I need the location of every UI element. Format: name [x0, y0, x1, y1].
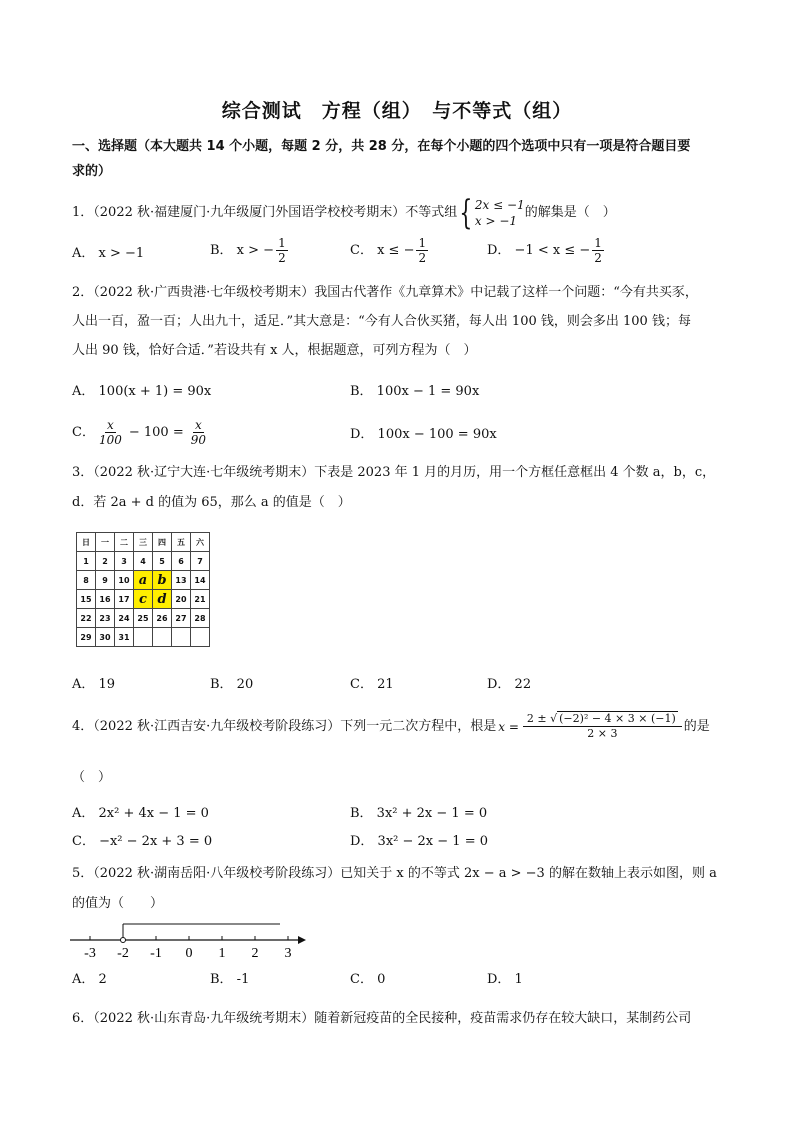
q2-option-d[interactable]: D． 100x − 100 = 90x	[350, 427, 497, 442]
q5-option-b[interactable]: B． -1	[210, 972, 250, 987]
q5-line1: 5．（2022 秋·湖南岳阳·八年级校考阶段练习）已知关于 x 的不等式 2x − a > −3 的解在数轴上表示如图，则 a	[72, 866, 717, 881]
q1-option-d-text: D． −1 < x ≤ −	[487, 242, 591, 258]
fraction-denominator: 90	[190, 433, 207, 447]
calendar-cell: 17	[115, 590, 134, 609]
q1-option-c[interactable]	[350, 236, 430, 265]
calendar-header: 日	[77, 533, 96, 552]
calendar-cell: 28	[191, 609, 210, 628]
fraction-denominator: 2	[278, 251, 286, 265]
calendar-cell: 24	[115, 609, 134, 628]
calendar-cell: 4	[134, 552, 153, 571]
q3-line1: 3．（2022 秋·辽宁大连·七年级统考期末）下表是 2023 年 1 月的月历，用一个方框任意框出 4 个数 a，b，c，	[72, 465, 716, 480]
calendar-cell: 14	[191, 571, 210, 590]
q6-line1: 6．（2022 秋·山东青岛·九年级统考期末）随着新冠疫苗的全民接种，疫苗需求仍存在较大缺口，某制药公司	[72, 1011, 692, 1026]
calendar-cell	[172, 628, 191, 647]
q3-line2: d．若 2a + d 的值为 65，那么 a 的值是（ ）	[72, 495, 351, 510]
q1-system	[475, 197, 525, 229]
q3-option-b[interactable]: B． 20	[210, 677, 254, 692]
q5-option-d[interactable]: D． 1	[487, 972, 523, 987]
q4-option-a[interactable]: A． 2x² + 4x − 1 = 0	[72, 806, 209, 821]
calendar-cell	[191, 628, 210, 647]
q1-option-d[interactable]	[487, 236, 606, 265]
fraction	[189, 418, 208, 447]
calendar-cell: 13	[172, 571, 191, 590]
formula-numerator	[523, 712, 682, 727]
q1-stem-end: 的解集是（ ）	[524, 205, 616, 220]
number-line-arrow	[298, 936, 306, 944]
formula-denominator: 2 × 3	[587, 727, 618, 740]
q4-paren: （ ）	[72, 770, 112, 785]
fraction-numerator: x	[194, 418, 202, 432]
q2-line2: 人出一百，盈一百；人出九十，适足．”其大意是：“今有人合伙买猪，每人出 100 钱，则会多出 100 钱；每	[72, 314, 691, 329]
fraction-denominator: 100	[98, 433, 122, 447]
calendar-table	[76, 532, 210, 647]
q4-formula-fraction	[523, 712, 682, 741]
q1-option-c-text: C． x ≤ −	[350, 242, 415, 258]
fraction	[97, 418, 124, 447]
q1-system-bottom: x > −1	[474, 214, 518, 228]
q2-option-b[interactable]: B． 100x − 1 = 90x	[350, 384, 480, 399]
calendar-header: 五	[172, 533, 191, 552]
fraction-denominator: 2	[418, 251, 427, 265]
formula-radicand: (−2)² − 4 × 3 × (−1)	[559, 712, 676, 725]
q3-option-c[interactable]: C． 21	[350, 677, 394, 692]
q1-stem-text: 1．（2022 秋·福建厦门·九年级厦门外国语学校校考期末）不等式组	[72, 205, 458, 220]
q2-option-c-mid: − 100 =	[128, 424, 184, 440]
section-header-line1: 一、选择题（本大题共 14 个小题，每题 2 分，共 28 分，在每个小题的四个选项中只有一项是符合题目要	[72, 139, 691, 154]
calendar-cell: 27	[172, 609, 191, 628]
calendar-header: 四	[153, 533, 172, 552]
calendar-cell	[134, 628, 153, 647]
fraction-denominator: 2	[594, 251, 602, 265]
calendar-cell: 23	[96, 609, 115, 628]
calendar-cell: 30	[96, 628, 115, 647]
calendar-cell: 9	[96, 571, 115, 590]
axis-tick-label: 1	[218, 946, 226, 961]
q4-option-d[interactable]: D． 3x² − 2x − 1 = 0	[350, 834, 488, 849]
calendar-header: 一	[96, 533, 115, 552]
q4-option-c[interactable]: C． −x² − 2x + 3 = 0	[72, 834, 213, 849]
q5-option-c[interactable]: C． 0	[350, 972, 386, 987]
calendar-cell: 6	[172, 552, 191, 571]
q4-option-b[interactable]: B． 3x² + 2x − 1 = 0	[350, 806, 488, 821]
q2-option-c-label: C．	[72, 424, 95, 440]
axis-tick-label: -1	[150, 946, 162, 961]
calendar-cell: 21	[191, 590, 210, 609]
calendar-cell: 16	[96, 590, 115, 609]
calendar-cell-highlight-c: c	[134, 590, 153, 609]
formula-plus-minus: 2 ±	[526, 712, 547, 725]
calendar-cell: 20	[172, 590, 191, 609]
fraction	[276, 236, 288, 265]
section-header-line2: 求的）	[72, 164, 112, 179]
fraction-numerator: x	[107, 418, 114, 432]
q2-line1: 2．（2022 秋·广西贵港·七年级校考期末）我国古代著作《九章算术》中记载了这样一个问题：“今有共买豕，	[72, 285, 698, 300]
calendar-cell: 7	[191, 552, 210, 571]
number-line	[70, 918, 310, 962]
calendar-cell: 5	[153, 552, 172, 571]
fraction	[416, 236, 428, 265]
calendar-cell: 1	[77, 552, 96, 571]
q2-option-a[interactable]: A． 100(x + 1) = 90x	[72, 384, 212, 399]
calendar-cell: 26	[153, 609, 172, 628]
calendar-header: 二	[115, 533, 134, 552]
calendar-cell: 31	[115, 628, 134, 647]
fraction-numerator: 1	[418, 236, 427, 250]
q2-option-c[interactable]	[72, 418, 210, 447]
q1-system-top: 2x ≤ −1	[474, 198, 525, 212]
open-circle	[121, 938, 126, 943]
calendar-cell-highlight-d: d	[153, 590, 172, 609]
q3-option-a[interactable]: A． 19	[72, 677, 116, 692]
calendar-cell: 3	[115, 552, 134, 571]
calendar-cell: 22	[77, 609, 96, 628]
calendar-cell: 29	[77, 628, 96, 647]
fraction-numerator: 1	[278, 236, 286, 250]
q4-stem	[72, 712, 710, 741]
calendar-cell-highlight-b: b	[153, 571, 172, 590]
q1-stem	[72, 193, 616, 233]
calendar-header: 六	[191, 533, 210, 552]
calendar-cell-highlight-a: a	[134, 571, 153, 590]
q2-line3: 人出 90 钱，恰好合适．”若设共有 x 人，根据题意，可列方程为（ ）	[72, 343, 477, 358]
axis-tick-label: -2	[117, 946, 129, 961]
q1-option-b[interactable]	[210, 236, 290, 265]
calendar-cell: 15	[77, 590, 96, 609]
calendar-cell	[153, 628, 172, 647]
axis-tick-label: 3	[284, 946, 292, 961]
calendar-cell: 10	[115, 571, 134, 590]
q1-option-b-text: B． x > −	[210, 242, 275, 258]
q3-option-d[interactable]: D． 22	[487, 677, 532, 692]
q5-line2: 的值为（ ）	[72, 896, 164, 911]
q4-formula-lhs: x =	[498, 719, 519, 734]
fraction	[592, 236, 604, 265]
q4-stem-text: 4．（2022 秋·江西吉安·九年级校考阶段练习）下列一元二次方程中，根是	[72, 718, 497, 734]
axis-tick-label: 0	[185, 946, 193, 961]
q4-stem-end: 的是	[683, 718, 710, 734]
q5-option-a[interactable]: A． 2	[72, 972, 107, 987]
page-title: 综合测试 方程（组） 与不等式（组）	[221, 100, 573, 122]
axis-tick-label: -3	[84, 946, 96, 961]
fraction-numerator: 1	[594, 236, 602, 250]
axis-tick-label: 2	[251, 946, 259, 961]
calendar-cell: 25	[134, 609, 153, 628]
calendar-cell: 8	[77, 571, 96, 590]
q1-option-a[interactable]: A． x > −1	[72, 246, 145, 261]
brace-symbol: {	[459, 193, 473, 233]
calendar-cell: 2	[96, 552, 115, 571]
calendar-header: 三	[134, 533, 153, 552]
sqrt-symbol: √	[550, 712, 558, 725]
